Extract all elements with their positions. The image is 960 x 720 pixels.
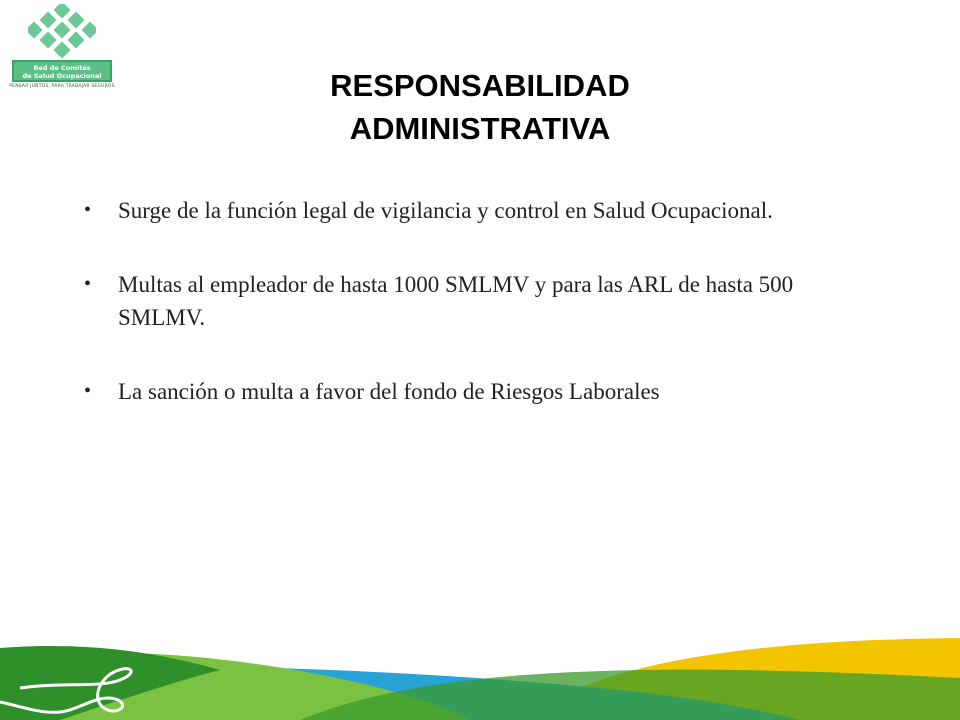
bullet-dot-icon: • <box>84 273 92 295</box>
slide-title-line2: ADMINISTRATIVA <box>349 111 611 146</box>
logo-cross-pattern-icon <box>28 4 96 60</box>
bullet-text: La sanción o multa a favor del fondo de Riesgos Laborales <box>118 379 660 404</box>
bullet-item <box>80 375 880 408</box>
slide-title <box>230 64 730 150</box>
bottom-wave-decoration <box>0 620 960 720</box>
bullet-dot-icon: • <box>84 199 92 221</box>
bullet-item <box>80 194 880 227</box>
bullet-text: Multas al empleador de hasta 1000 SMLMV y para las ARL de hasta 500 SMLMV. <box>118 272 794 330</box>
logo-name-line1: Red de Comités <box>33 64 91 72</box>
bullet-item <box>80 268 880 334</box>
organization-logo <box>8 4 116 92</box>
bullet-text: Surge de la función legal de vigilancia y control en Salud Ocupacional. <box>118 198 773 223</box>
logo-tagline: PENSAR JUNTOS, PARA TRABAJAR SEGUROS <box>9 84 115 89</box>
bullet-dot-icon: • <box>84 380 92 402</box>
logo-name-line2: de Salud Ocupacional <box>22 72 102 80</box>
bullet-list <box>80 194 880 449</box>
logo-name-box <box>12 60 112 82</box>
slide-title-line1: RESPONSABILIDAD <box>330 68 630 103</box>
